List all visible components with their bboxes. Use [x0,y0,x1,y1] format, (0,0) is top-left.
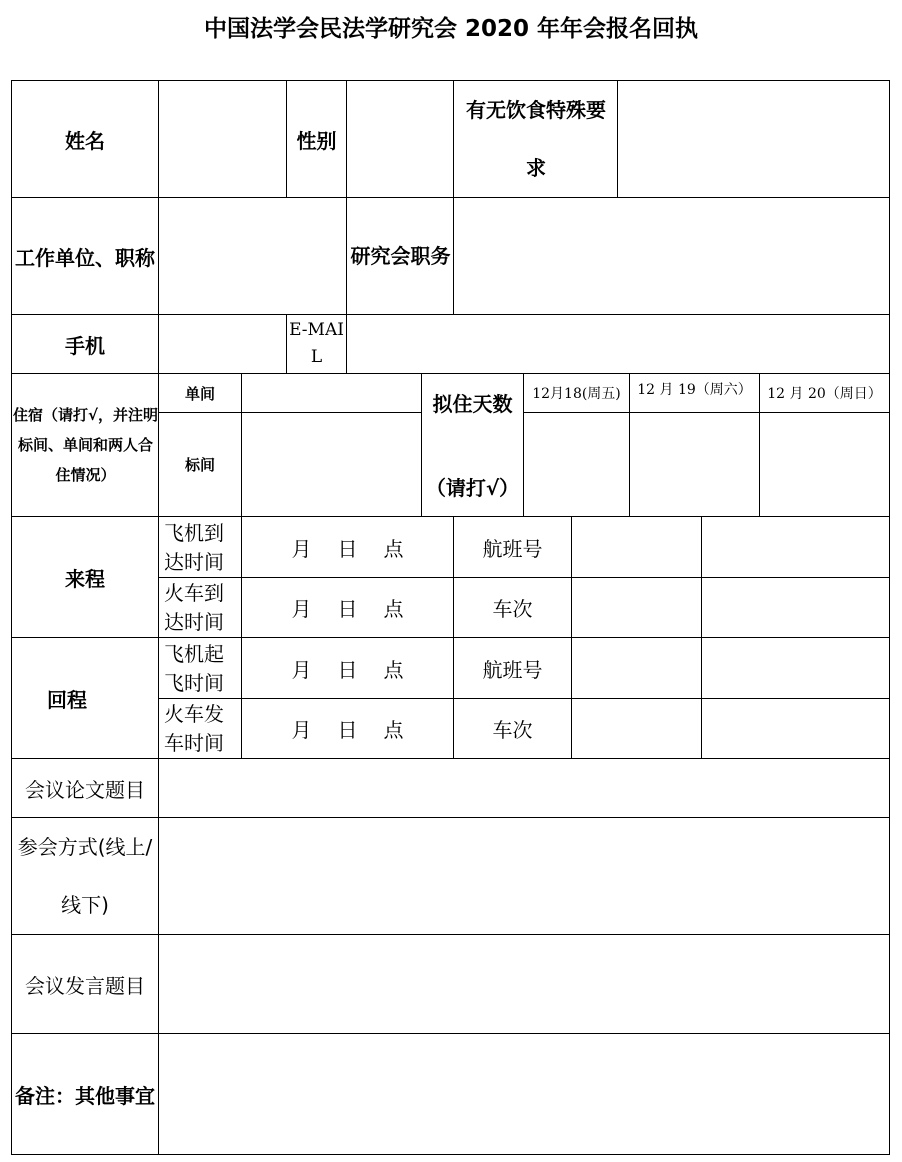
date-header-19: 12 月 19（周六） [637,382,752,398]
month-label: 月 [291,597,312,621]
standard-room-label: 标间 [184,456,215,474]
lodging-label: 住宿（请打√，并注明标间、单间和两人合住情况） [13,406,158,484]
standard-room-field[interactable] [242,413,421,516]
month-label: 月 [291,658,312,682]
diet-field[interactable] [618,81,889,197]
return-train-time[interactable] [242,699,453,758]
return-train-label: 火车发车时间 [164,701,224,755]
days-label: 拟住天数 [432,391,513,416]
day-label: 日 [337,597,358,621]
arrival-train-label: 火车到达时间 [164,580,224,634]
attend-mode-label: 参会方式(线上/线下) [17,835,153,917]
return-flight-no-field[interactable] [572,639,701,698]
hour-label: 点 [383,597,404,621]
name-field[interactable] [159,81,286,197]
return-label: 回程 [47,687,87,712]
days-hint: （请打√） [425,475,520,500]
arrival-flight-extra-field[interactable] [702,518,889,577]
single-room-label: 单间 [184,384,215,403]
gender-field[interactable] [347,81,453,197]
return-flight-no-label: 航班号 [482,658,543,682]
arrival-flight-no-field[interactable] [572,518,701,577]
return-train-extra-field[interactable] [702,699,889,758]
hour-label: 点 [383,658,404,682]
phone-label: 手机 [65,333,105,358]
arrival-train-extra-field[interactable] [702,578,889,637]
arrival-train-time[interactable] [242,578,453,637]
paper-title-field[interactable] [159,759,889,817]
arrival-train-no-field[interactable] [572,578,701,637]
month-label: 月 [291,718,312,742]
return-flight-label: 飞机起飞时间 [164,641,224,695]
return-flight-time[interactable] [242,639,453,698]
day-label: 日 [337,658,358,682]
date-check-20[interactable] [760,413,889,516]
day-label: 日 [337,718,358,742]
month-label: 月 [291,537,312,561]
email-label: E-MAIL [289,320,344,367]
day-label: 日 [337,537,358,561]
date-header-18: 12月18(周五) [532,386,621,402]
gender-label: 性别 [296,128,337,153]
position-label: 研究会职务 [350,244,451,268]
speech-title-label: 会议发言题目 [25,973,145,998]
speech-title-field[interactable] [159,935,889,1033]
email-field[interactable] [347,315,889,373]
return-train-no-field[interactable] [572,699,701,758]
date-header-20: 12 月 20（周日） [767,386,882,402]
org-title-field[interactable] [159,198,346,314]
position-field[interactable] [454,198,889,314]
single-room-field[interactable] [242,374,421,412]
return-flight-extra-field[interactable] [702,639,889,698]
org-title-label: 工作单位、职称 [15,245,155,270]
arrival-flight-label: 飞机到达时间 [164,520,224,574]
hour-label: 点 [383,718,404,742]
name-label: 姓名 [65,128,105,153]
phone-field[interactable] [159,315,286,373]
arrival-flight-time[interactable] [242,518,453,577]
paper-title-label: 会议论文题目 [25,777,145,802]
return-train-no-label: 车次 [492,718,533,742]
arrival-label: 来程 [65,566,105,591]
diet-label: 有无饮食特殊要求 [466,98,606,180]
attend-mode-field[interactable] [159,818,889,934]
date-check-18[interactable] [524,413,629,516]
page-title: 中国法学会民法学研究会 2020 年年会报名回执 [203,16,699,42]
arrival-flight-no-label: 航班号 [482,537,543,561]
remarks-field[interactable] [159,1034,889,1154]
hour-label: 点 [383,537,404,561]
date-check-19[interactable] [630,413,759,516]
arrival-train-no-label: 车次 [492,597,533,621]
remarks-label: 备注：其他事宜 [15,1083,155,1108]
